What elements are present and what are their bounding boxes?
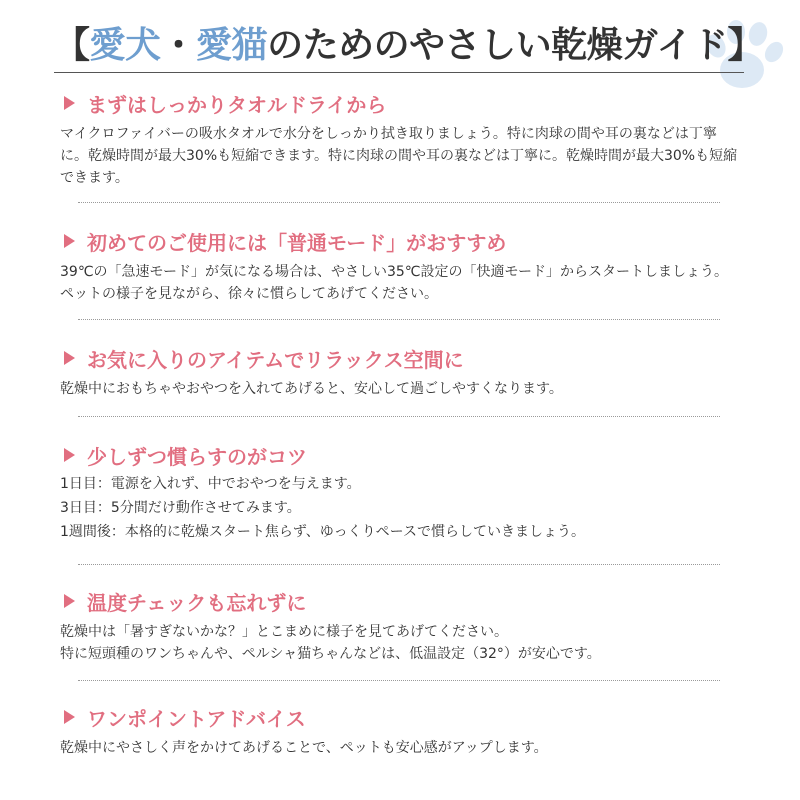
- section-heading: [60, 226, 760, 256]
- section-heading: [60, 586, 760, 616]
- section-heading-text: ワンポイントアドバイス: [87, 706, 306, 731]
- body-line: 乾燥中は「暑すぎないかな？」とこまめに様子を見てあげてください。: [60, 624, 508, 640]
- triangle-right-icon: [64, 96, 75, 110]
- body-line: 特に短頭種のワンちゃんや、ペルシャ猫ちゃんなどは、低温設定（32°）が安心です。: [60, 646, 601, 662]
- section-heading: [60, 343, 760, 373]
- title-keyword-dog: 愛犬: [89, 25, 161, 66]
- section-temperature-check: [60, 586, 760, 665]
- section-divider: [78, 319, 720, 320]
- step-item: 3日目：5分間だけ動作させてみます。: [60, 500, 301, 516]
- section-one-point-advice: [60, 702, 760, 759]
- title-separator: ・: [160, 25, 197, 66]
- section-heading-text: 温度チェックも忘れずに: [87, 590, 307, 615]
- title-bracket-close: 】: [727, 25, 763, 66]
- triangle-right-icon: [64, 351, 75, 365]
- section-heading: [60, 702, 760, 732]
- section-towel-dry: [60, 88, 760, 189]
- title-rest: のためのやさしい乾燥ガイド: [267, 25, 728, 66]
- page-header: [54, 20, 763, 76]
- title-underline: [54, 72, 744, 73]
- triangle-right-icon: [64, 234, 75, 248]
- section-body: マイクロファイバーの吸水タオルで水分をしっかり拭き取りましょう。特に肉球の間や耳の裏などは丁寧に。乾燥時間が最大30%も短縮できます。特に肉球の間や耳の裏などは丁寧に。乾燥時間が最大30%も短縮できます。: [60, 126, 738, 186]
- section-body: 39℃の「急速モード」が気になる場合は、やさしい35℃設定の「快適モード」からスタートしましょう。ペットの様子を見ながら、徐々に慣らしてあげてください。: [60, 264, 728, 302]
- section-divider: [78, 416, 720, 417]
- section-divider: [78, 564, 720, 565]
- step-item: 1週間後：本格的に乾燥スタート焦らず、ゆっくりペースで慣らしていきましょう。: [60, 524, 585, 540]
- section-body: [60, 621, 740, 665]
- triangle-right-icon: [64, 710, 75, 724]
- section-divider: [78, 680, 720, 681]
- page-title: [54, 20, 763, 72]
- section-heading-text: 少しずつ慣らすのがコツ: [87, 444, 307, 469]
- section-favorite-items: [60, 343, 760, 400]
- section-heading-text: まずはしっかりタオルドライから: [87, 92, 387, 117]
- title-bracket-open: 【: [54, 25, 90, 66]
- title-keyword-cat: 愛猫: [196, 25, 268, 66]
- section-gradual-steps: [60, 440, 760, 544]
- section-body: 乾燥中におもちゃやおやつを入れてあげると、安心して過ごしやすくなります。: [60, 381, 563, 397]
- section-heading: [60, 440, 760, 470]
- section-normal-mode: [60, 226, 760, 305]
- triangle-right-icon: [64, 448, 75, 462]
- section-body: 乾燥中にやさしく声をかけてあげることで、ペットも安心感がアップします。: [60, 740, 548, 756]
- step-list: [60, 472, 760, 544]
- section-divider: [78, 202, 720, 203]
- section-heading-text: 初めてのご使用には「普通モード」がおすすめ: [87, 230, 507, 255]
- section-heading-text: お気に入りのアイテムでリラックス空間に: [87, 347, 464, 372]
- section-heading: [60, 88, 760, 118]
- triangle-right-icon: [64, 594, 75, 608]
- step-item: 1日目：電源を入れず、中でおやつを与えます。: [60, 476, 361, 492]
